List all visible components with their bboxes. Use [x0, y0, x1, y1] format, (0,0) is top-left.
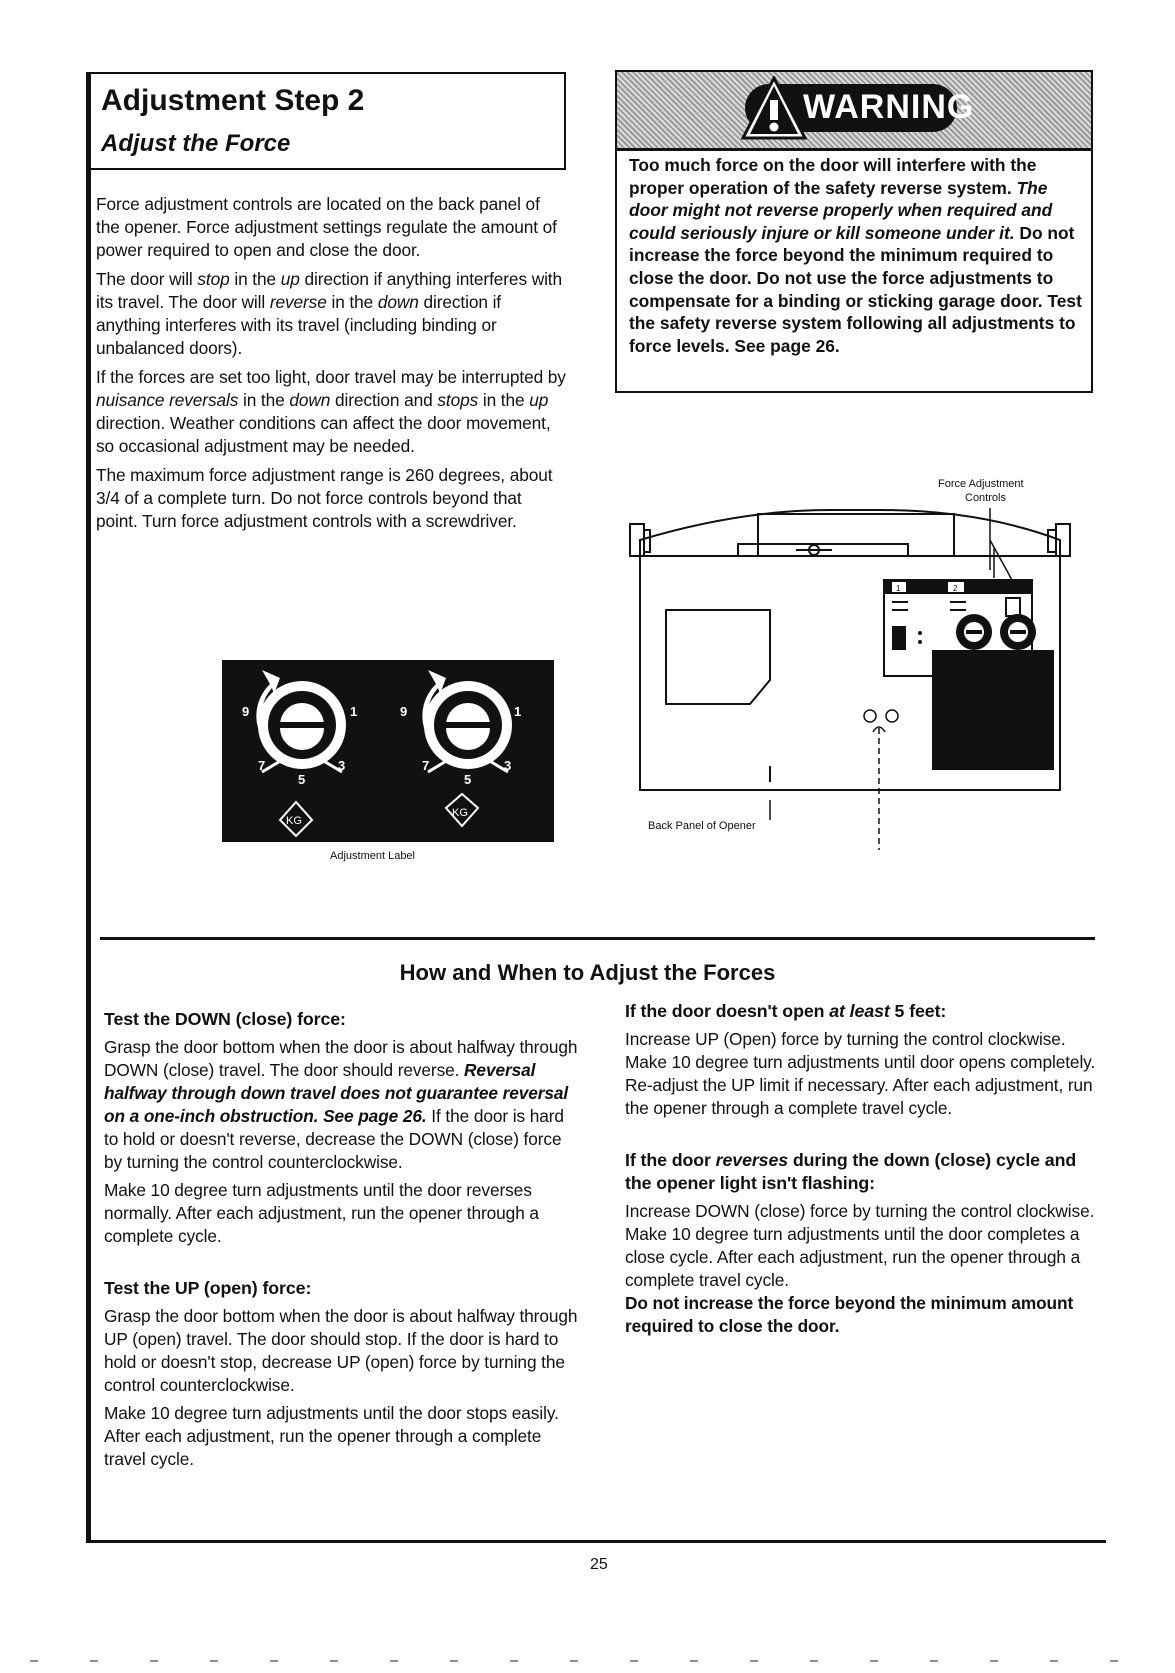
up-force-paragraph-2: Make 10 degree turn adjustments until the door stops easily. After each adjustment, run the opener through a complete travel cycle.: [104, 1403, 559, 1469]
dial-number: 5: [464, 772, 472, 787]
dial-number: 7: [258, 758, 266, 773]
switch-label: 2: [953, 584, 958, 593]
left-column: [104, 1008, 582, 1476]
page-subtitle: Adjust the Force: [101, 130, 291, 157]
down-force-heading: Test the DOWN (close) force:: [104, 1009, 346, 1029]
label-force-controls-line2: Controls: [965, 492, 1006, 504]
dial-number: 9: [400, 704, 408, 719]
warning-text: Too much force on the door will interfere with the proper operation of the safety reverse system. The door might not reverse properly when required and could seriously injure or kill someone under it. Do not increase the force beyond the minimum required to close the door. Do not use the force adjustments to compensate for a binding or sticking garage door. Test the safety reverse system following all adjustments to force levels. See page 26.: [629, 155, 1082, 356]
page-title: Adjustment Step 2: [101, 84, 365, 117]
reverses-bold-note: Do not increase the force beyond the minimum amount required to close the door.: [625, 1293, 1074, 1336]
warning-triangle-icon: [741, 76, 807, 142]
dial-number: 3: [504, 758, 512, 773]
section-divider: [100, 937, 1095, 940]
intro-text: [96, 193, 566, 539]
reverses-paragraph: Increase DOWN (close) force by turning the control clockwise. Make 10 degree turn adjustments until the door completes a close cycle. After each adjustment, run the opener through a complete travel cycle.: [625, 1201, 1095, 1290]
page-number: 25: [590, 1556, 608, 1573]
intro-paragraph-1: Force adjustment controls are located on the back panel of the opener. Force adjustment settings regulate the amount of power required to open and close the door.: [96, 194, 557, 260]
bottom-divider: [86, 1540, 1106, 1543]
reverses-heading: If the door reverses during the down (close) cycle and the opener light isn't flashing:: [625, 1150, 1077, 1193]
warning-box: [615, 70, 1093, 393]
opener-panel-drawing: [620, 500, 1090, 850]
intro-paragraph-2: The door will stop in the up direction if anything interferes with its travel. The door will reverse in the down direction if anything interferes with its travel (including binding or unbalanced doors).: [96, 269, 563, 358]
open-5ft-paragraph: Increase UP (Open) force by turning the control clockwise. Make 10 degree turn adjustments until door opens completely. Re-adjust the UP limit if necessary. After each adjustment, run the opener through a complete travel cycle.: [625, 1029, 1096, 1118]
intro-paragraph-4: The maximum force adjustment range is 260 degrees, about 3/4 of a complete turn. Do not force controls beyond that point. Turn force adjustment controls with a screwdriver.: [96, 465, 553, 531]
down-force-paragraph-1: Grasp the door bottom when the door is about halfway through DOWN (close) travel. The door should reverse. Reversal halfway through down travel does not guarantee reversal on a one-inch obstruction. See page 26. If the door is hard to hold or doesn't reverse, decrease the DOWN (close) force by turning the control counterclockwise.: [104, 1037, 578, 1172]
dial-number: 9: [242, 704, 250, 719]
label-force-controls-line1: Force Adjustment: [938, 478, 1024, 490]
left-margin-rule: [86, 168, 91, 1543]
intro-paragraph-3: If the forces are set too light, door travel may be interrupted by nuisance reversals in the down direction and stops in the up direction. Weather conditions can affect the door movement, so occasional adjustment may be needed.: [96, 367, 566, 456]
kg-badge: KG: [452, 807, 468, 819]
up-force-paragraph-1: Grasp the door bottom when the door is about halfway through UP (open) travel. The door should stop. If the door is hard to hold or doesn't stop, decrease UP (open) force by turning the control counterclockwise.: [104, 1306, 578, 1395]
dial-figure-caption: Adjustment Label: [330, 850, 415, 862]
dial-number: 5: [298, 772, 306, 787]
right-column: [625, 1000, 1105, 1343]
down-force-paragraph-2: Make 10 degree turn adjustments until the door reverses normally. After each adjustment, run the opener through a complete cycle.: [104, 1180, 539, 1246]
title-box: [86, 72, 566, 170]
dial-number: 1: [350, 704, 358, 719]
open-5ft-heading: If the door doesn't open at least 5 feet:: [625, 1001, 947, 1021]
opener-back-panel-figure: [620, 470, 1090, 900]
up-force-heading: Test the UP (open) force:: [104, 1278, 312, 1298]
switch-label: 1: [896, 584, 901, 593]
limit-indicator: [892, 626, 906, 650]
terminal-block: [932, 650, 1054, 770]
warning-header: [617, 72, 1091, 151]
dial-number: 7: [422, 758, 430, 773]
section-title: How and When to Adjust the Forces: [399, 960, 776, 985]
scan-edge: [30, 1660, 1150, 1662]
warning-word: WARNING: [803, 88, 975, 126]
adjustment-label-figure: [222, 660, 554, 842]
dial-number: 1: [514, 704, 522, 719]
dial-number: 3: [338, 758, 346, 773]
label-back-panel: Back Panel of Opener: [648, 820, 756, 832]
kg-badge: KG: [286, 815, 302, 827]
